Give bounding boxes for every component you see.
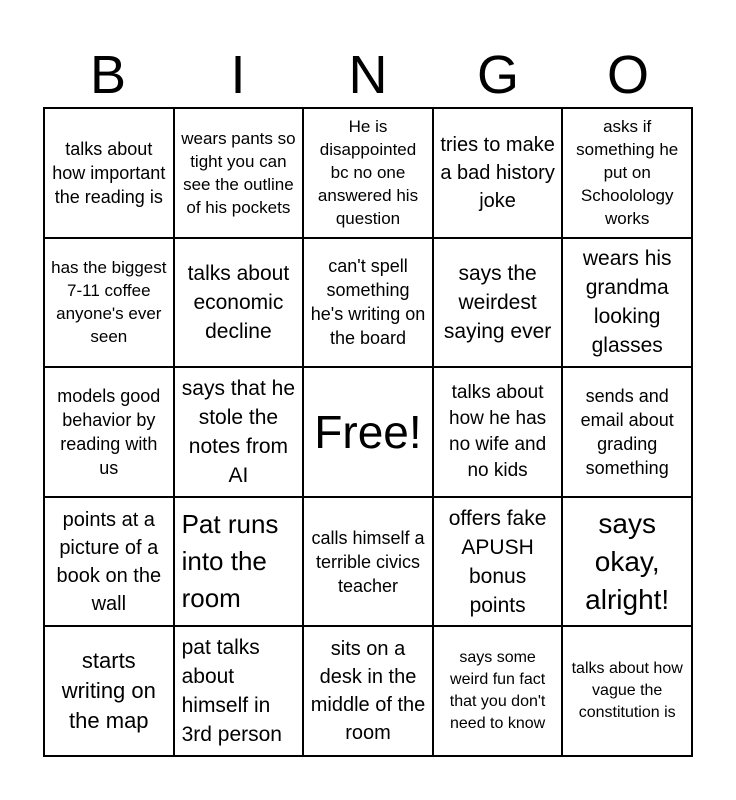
cell-text: models good behavior by reading with us bbox=[57, 385, 161, 478]
bingo-cell[interactable] bbox=[44, 626, 174, 756]
bingo-cell[interactable] bbox=[174, 497, 304, 627]
bingo-cell[interactable] bbox=[562, 238, 692, 368]
cell-text: talks about how he has no wife and no kids bbox=[449, 381, 547, 481]
header-letter-g: G bbox=[476, 45, 519, 105]
bingo-cell[interactable] bbox=[562, 108, 692, 238]
bingo-cell[interactable] bbox=[44, 108, 174, 238]
bingo-cell[interactable] bbox=[433, 238, 563, 368]
cell-text: wears his grandma looking glasses bbox=[582, 247, 672, 358]
bingo-cell[interactable] bbox=[433, 367, 563, 497]
bingo-cell[interactable] bbox=[562, 626, 692, 756]
cell-text: talks about how important the reading is bbox=[52, 138, 166, 207]
bingo-cell[interactable] bbox=[44, 367, 174, 497]
bingo-cell[interactable] bbox=[174, 367, 304, 497]
cell-text: asks if something he put on Schoolology works bbox=[576, 117, 679, 229]
bingo-cell[interactable] bbox=[562, 367, 692, 497]
bingo-header bbox=[43, 42, 693, 108]
bingo-cell[interactable] bbox=[303, 108, 433, 238]
cell-text: wears pants so tight you can see the outline of his pockets bbox=[181, 128, 296, 217]
free-space[interactable] bbox=[303, 367, 433, 497]
cell-text: tries to make a bad history joke bbox=[440, 133, 555, 212]
cell-text: Pat runs into the room bbox=[181, 509, 279, 614]
bingo-cell[interactable] bbox=[44, 238, 174, 368]
cell-text: offers fake APUSH bonus points bbox=[448, 506, 547, 617]
cell-text: sits on a desk in the middle of the room bbox=[310, 638, 426, 745]
bingo-cell[interactable] bbox=[303, 626, 433, 756]
cell-text: has the biggest 7-11 coffee anyone's ever seen bbox=[51, 258, 167, 347]
cell-text: pat talks about himself in 3rd person bbox=[181, 636, 282, 747]
bingo-cell[interactable] bbox=[44, 497, 174, 627]
cell-text: says the weirdest saying ever bbox=[443, 261, 552, 343]
cell-text: says some weird fun fact that you don't need to know bbox=[449, 649, 546, 733]
cell-text: sends and email about grading something bbox=[580, 385, 674, 478]
header-letter-b: B bbox=[89, 45, 127, 105]
bingo-cell[interactable] bbox=[174, 108, 304, 238]
bingo-cell[interactable] bbox=[433, 108, 563, 238]
bingo-grid bbox=[43, 107, 693, 757]
bingo-cell[interactable] bbox=[174, 238, 304, 368]
cell-text: can't spell something he's writing on the board bbox=[310, 256, 426, 349]
header-letter-n: N bbox=[348, 45, 388, 105]
cell-text: says that he stole the notes from AI bbox=[181, 376, 295, 487]
cell-text: talks about how vague the constitution is bbox=[571, 660, 683, 722]
bingo-cell[interactable] bbox=[174, 626, 304, 756]
bingo-cell[interactable] bbox=[433, 497, 563, 627]
bingo-cell[interactable] bbox=[303, 238, 433, 368]
header-letter-o: O bbox=[606, 45, 649, 105]
cell-text: He is disappointed bc no one answered his question bbox=[317, 117, 419, 229]
cell-text: calls himself a terrible civics teacher bbox=[311, 527, 425, 596]
cell-text: says okay, alright! bbox=[585, 507, 670, 615]
header-letter-i: I bbox=[230, 45, 246, 105]
bingo-cell[interactable] bbox=[433, 626, 563, 756]
cell-text: Free! bbox=[314, 405, 422, 458]
cell-text: talks about economic decline bbox=[187, 261, 290, 343]
cell-text: points at a picture of a book on the wall bbox=[56, 508, 162, 615]
cell-text: starts writing on the map bbox=[61, 648, 156, 734]
bingo-cell[interactable] bbox=[562, 497, 692, 627]
bingo-cell[interactable] bbox=[303, 497, 433, 627]
